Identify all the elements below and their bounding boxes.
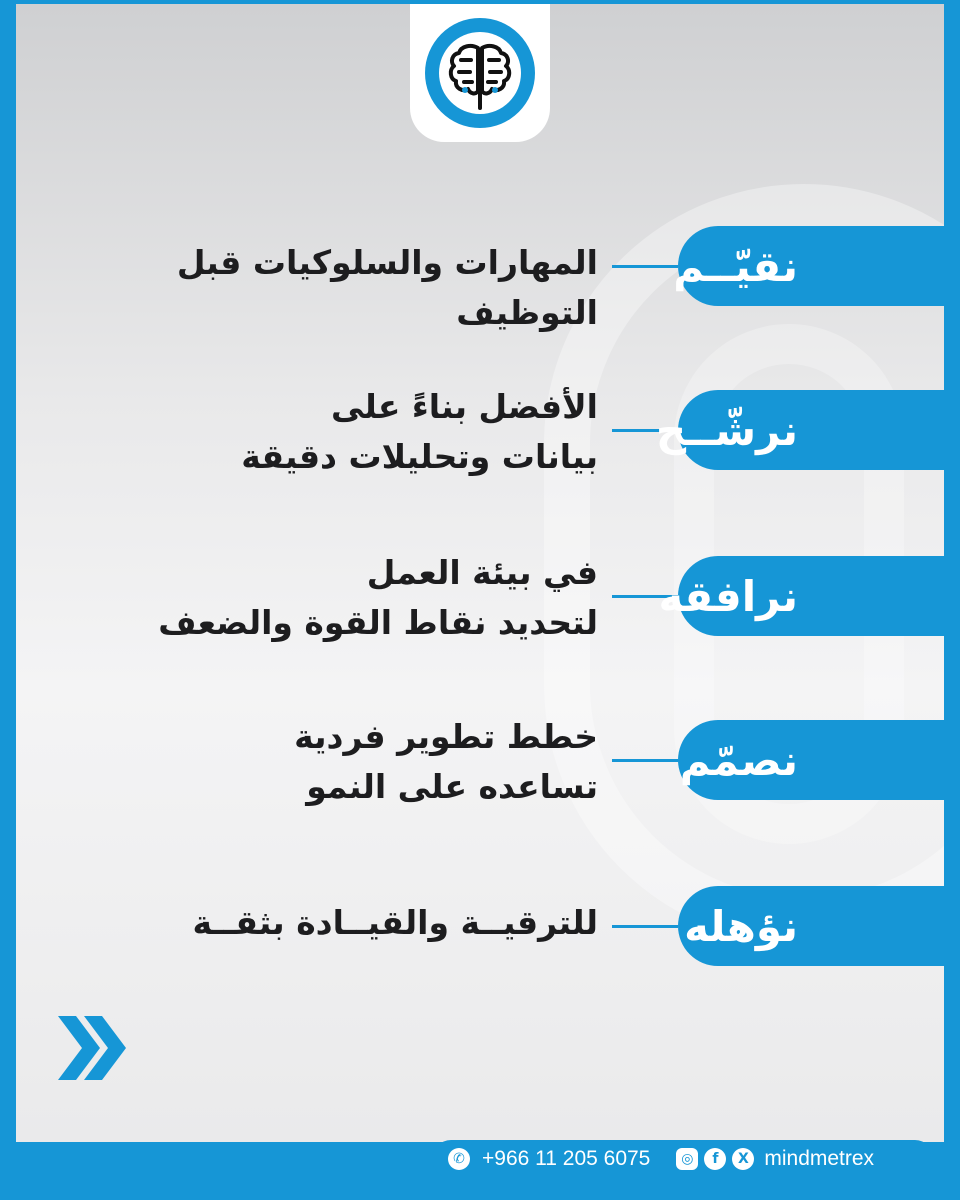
footer-divider: [16, 1158, 422, 1161]
pill-label: نقيّــم: [673, 241, 798, 291]
description-accompany: [38, 548, 598, 648]
facebook-icon[interactable]: f: [704, 1148, 726, 1170]
description-line: بيانات وتحليلات دقيقة: [241, 437, 598, 476]
instagram-icon[interactable]: ◎: [676, 1148, 698, 1170]
pill-label: نرشّــح: [655, 405, 798, 455]
logo-tab: [410, 4, 550, 142]
description-line: في بيئة العمل: [366, 553, 598, 592]
row-evaluate: [0, 226, 960, 332]
description-qualify: [38, 898, 598, 948]
x-icon[interactable]: X: [732, 1148, 754, 1170]
connector-line: [612, 759, 678, 762]
social-handle[interactable]: mindmetrex: [764, 1147, 875, 1170]
connector-line: [612, 265, 678, 268]
pill-label: نرافقه: [658, 571, 798, 621]
description-line: خطط تطوير فردية: [294, 717, 598, 756]
phone-number[interactable]: +966 11 205 6075: [482, 1147, 651, 1170]
pill-label: نؤهله: [684, 901, 798, 951]
row-qualify: [0, 886, 960, 976]
pill-qualify: [678, 886, 960, 966]
brain-icon: [425, 18, 535, 128]
double-chevron-right-icon: [54, 1010, 134, 1086]
description-design: [38, 712, 598, 812]
description-line: للترقيــة والقيــادة بثقــة: [192, 903, 598, 942]
pill-accompany: [658, 556, 960, 636]
pill-evaluate: [673, 226, 960, 306]
description-line: تساعده على النمو: [306, 767, 598, 806]
row-design: [0, 717, 960, 810]
connector-line: [612, 925, 678, 928]
row-accompany: [0, 553, 960, 646]
whatsapp-icon[interactable]: ✆: [448, 1148, 470, 1170]
pill-design: [678, 720, 960, 800]
pill-label: نصمّم: [679, 735, 798, 785]
description-line: لتحديد نقاط القوة والضعف: [158, 603, 598, 642]
row-nominate: [0, 387, 960, 480]
description-evaluate: [38, 238, 598, 338]
description-nominate: [38, 382, 598, 482]
description-line: الأفضل بناءً على: [331, 387, 598, 426]
footer-contact-bar: [432, 1140, 934, 1178]
pill-nominate: [655, 390, 960, 470]
description-line: المهارات والسلوكيات قبل التوظيف: [176, 243, 598, 332]
